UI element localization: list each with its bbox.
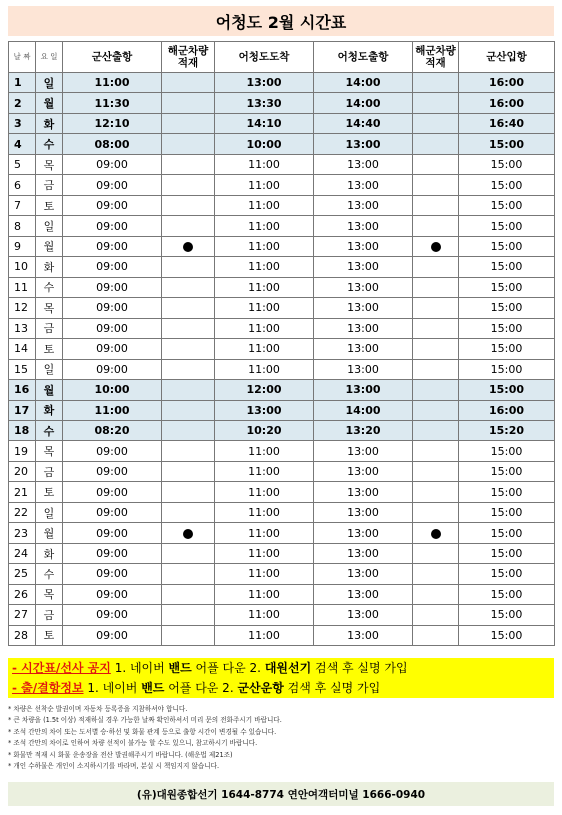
gunsan-arrive-cell: 15:00 <box>459 461 555 481</box>
vehicle-load-1-cell <box>162 584 215 604</box>
eocheong-depart-cell: 13:00 <box>314 298 413 318</box>
vehicle-load-2-cell <box>413 277 459 297</box>
notes-list <box>8 704 554 772</box>
vehicle-load-1-cell <box>162 564 215 584</box>
date-cell: 3 <box>9 113 36 133</box>
vehicle-load-1-cell <box>162 482 215 502</box>
gunsan-arrive-cell: 15:00 <box>459 625 555 645</box>
gunsan-depart-cell: 09:00 <box>63 482 162 502</box>
date-cell: 1 <box>9 73 36 93</box>
note-item: * 화물만 적재 시 화물 운송장을 전산 발권해주시기 바랍니다. (해운법 제21조) <box>8 750 233 759</box>
header-row <box>9 42 555 73</box>
notice-bold: 군산운항 <box>237 681 284 695</box>
gunsan-depart-cell: 09:00 <box>63 441 162 461</box>
gunsan-arrive-cell: 15:00 <box>459 318 555 338</box>
date-cell: 13 <box>9 318 36 338</box>
weekday-cell: 목 <box>36 441 63 461</box>
eocheong-arrive-cell: 11:00 <box>215 154 314 174</box>
gunsan-arrive-cell: 15:00 <box>459 380 555 400</box>
eocheong-depart-cell: 13:00 <box>314 584 413 604</box>
eocheong-depart-cell: 13:00 <box>314 318 413 338</box>
vehicle-load-2-cell <box>413 564 459 584</box>
contact-footer: (유)대원종합선기 1644-8774 연안여객터미널 1666-0940 <box>8 782 554 806</box>
vehicle-load-2-cell <box>413 93 459 113</box>
weekday-cell: 화 <box>36 257 63 277</box>
gunsan-depart-cell: 09:00 <box>63 236 162 256</box>
weekday-cell: 일 <box>36 359 63 379</box>
vehicle-load-1-cell <box>162 523 215 543</box>
date-cell: 18 <box>9 420 36 440</box>
eocheong-depart-cell: 13:00 <box>314 216 413 236</box>
eocheong-depart-cell: 13:00 <box>314 277 413 297</box>
vehicle-load-2-cell <box>413 584 459 604</box>
vehicle-load-2-cell <box>413 461 459 481</box>
eocheong-arrive-cell: 11:00 <box>215 564 314 584</box>
eocheong-arrive-cell: 11:00 <box>215 461 314 481</box>
weekday-cell: 화 <box>36 543 63 563</box>
gunsan-arrive-cell: 15:00 <box>459 154 555 174</box>
notice-text: 검색 후 실명 가입 <box>283 681 381 695</box>
vehicle-load-2-cell <box>413 625 459 645</box>
vehicle-load-2-cell <box>413 400 459 420</box>
gunsan-arrive-cell: 15:00 <box>459 584 555 604</box>
date-cell: 5 <box>9 154 36 174</box>
gunsan-depart-cell: 09:00 <box>63 584 162 604</box>
gunsan-arrive-cell: 16:40 <box>459 113 555 133</box>
table-row <box>9 195 555 215</box>
vehicle-load-1-cell <box>162 420 215 440</box>
table-row <box>9 175 555 195</box>
weekday-cell: 토 <box>36 482 63 502</box>
eocheong-depart-cell: 14:00 <box>314 400 413 420</box>
vehicle-load-2-cell <box>413 154 459 174</box>
table-row <box>9 339 555 359</box>
eocheong-depart-cell: 13:00 <box>314 380 413 400</box>
eocheong-arrive-cell: 11:00 <box>215 359 314 379</box>
gunsan-arrive-cell: 15:00 <box>459 605 555 625</box>
date-cell: 10 <box>9 257 36 277</box>
eocheong-depart-cell: 13:00 <box>314 564 413 584</box>
table-row <box>9 523 555 543</box>
date-cell: 15 <box>9 359 36 379</box>
gunsan-depart-cell: 09:00 <box>63 277 162 297</box>
table-row <box>9 543 555 563</box>
vehicle-load-2-cell <box>413 236 459 256</box>
eocheong-depart-cell: 13:20 <box>314 420 413 440</box>
vehicle-load-2-cell <box>413 605 459 625</box>
eocheong-arrive-cell: 11:00 <box>215 441 314 461</box>
gunsan-arrive-cell: 16:00 <box>459 400 555 420</box>
eocheong-depart-cell: 13:00 <box>314 482 413 502</box>
weekday-cell: 수 <box>36 134 63 154</box>
header-weekday: 요 일 <box>36 42 63 73</box>
date-cell: 6 <box>9 175 36 195</box>
table-row <box>9 625 555 645</box>
notice-text: 1. 네이버 <box>83 681 142 695</box>
eocheong-depart-cell: 13:00 <box>314 359 413 379</box>
table-row <box>9 73 555 93</box>
gunsan-arrive-cell: 15:00 <box>459 175 555 195</box>
eocheong-arrive-cell: 13:00 <box>215 73 314 93</box>
note-item: * 조석 간만의 차이로 인하여 차량 선적이 불가능 할 수도 있으니, 참고하시기 바랍니다. <box>8 739 258 748</box>
vehicle-load-2-cell <box>413 380 459 400</box>
eocheong-arrive-cell: 11:00 <box>215 318 314 338</box>
date-cell: 2 <box>9 93 36 113</box>
eocheong-arrive-cell: 11:00 <box>215 584 314 604</box>
date-cell: 23 <box>9 523 36 543</box>
weekday-cell: 금 <box>36 461 63 481</box>
eocheong-depart-cell: 13:00 <box>314 154 413 174</box>
vehicle-load-2-cell <box>413 175 459 195</box>
notice-text: 검색 후 실명 가입 <box>311 661 408 675</box>
header-gunsan-depart: 군산출항 <box>63 42 162 73</box>
vehicle-load-1-cell <box>162 277 215 297</box>
weekday-cell: 목 <box>36 298 63 318</box>
vehicle-load-1-cell <box>162 461 215 481</box>
eocheong-depart-cell: 13:00 <box>314 625 413 645</box>
table-row <box>9 400 555 420</box>
date-cell: 17 <box>9 400 36 420</box>
notice-box <box>8 658 554 698</box>
eocheong-depart-cell: 14:40 <box>314 113 413 133</box>
notice-text: 1. 네이버 <box>110 661 169 675</box>
gunsan-arrive-cell: 16:00 <box>459 73 555 93</box>
header-date: 날 짜 <box>9 42 36 73</box>
eocheong-arrive-cell: 13:30 <box>215 93 314 113</box>
weekday-cell: 월 <box>36 93 63 113</box>
eocheong-arrive-cell: 10:20 <box>215 420 314 440</box>
gunsan-depart-cell: 11:00 <box>63 73 162 93</box>
vehicle-load-2-cell <box>413 420 459 440</box>
gunsan-arrive-cell: 15:00 <box>459 502 555 522</box>
weekday-cell: 금 <box>36 605 63 625</box>
gunsan-depart-cell: 09:00 <box>63 175 162 195</box>
weekday-cell: 목 <box>36 154 63 174</box>
date-cell: 27 <box>9 605 36 625</box>
vehicle-load-2-cell <box>413 216 459 236</box>
notice-line-schedule <box>8 658 554 678</box>
vehicle-load-1-cell <box>162 257 215 277</box>
weekday-cell: 토 <box>36 339 63 359</box>
vehicle-load-dot-icon <box>431 529 441 539</box>
gunsan-depart-cell: 08:00 <box>63 134 162 154</box>
vehicle-load-1-cell <box>162 113 215 133</box>
weekday-cell: 목 <box>36 584 63 604</box>
gunsan-arrive-cell: 15:00 <box>459 523 555 543</box>
eocheong-arrive-cell: 11:00 <box>215 216 314 236</box>
date-cell: 19 <box>9 441 36 461</box>
vehicle-load-1-cell <box>162 195 215 215</box>
table-row <box>9 380 555 400</box>
vehicle-load-2-cell <box>413 257 459 277</box>
vehicle-load-1-cell <box>162 625 215 645</box>
date-cell: 22 <box>9 502 36 522</box>
eocheong-depart-cell: 13:00 <box>314 195 413 215</box>
table-row <box>9 277 555 297</box>
weekday-cell: 수 <box>36 277 63 297</box>
vehicle-load-1-cell <box>162 134 215 154</box>
vehicle-load-1-cell <box>162 175 215 195</box>
notice-text: 어플 다운 2. <box>164 681 238 695</box>
table-row <box>9 605 555 625</box>
eocheong-arrive-cell: 14:10 <box>215 113 314 133</box>
table-row <box>9 461 555 481</box>
gunsan-depart-cell: 09:00 <box>63 298 162 318</box>
page-title: 어청도 2월 시간표 <box>8 6 554 36</box>
gunsan-depart-cell: 09:00 <box>63 359 162 379</box>
eocheong-depart-cell: 14:00 <box>314 93 413 113</box>
eocheong-arrive-cell: 10:00 <box>215 134 314 154</box>
gunsan-depart-cell: 09:00 <box>63 605 162 625</box>
vehicle-load-2-cell <box>413 339 459 359</box>
gunsan-arrive-cell: 15:00 <box>459 277 555 297</box>
gunsan-depart-cell: 11:00 <box>63 400 162 420</box>
gunsan-depart-cell: 09:00 <box>63 543 162 563</box>
gunsan-arrive-cell: 15:00 <box>459 482 555 502</box>
date-cell: 12 <box>9 298 36 318</box>
gunsan-depart-cell: 09:00 <box>63 216 162 236</box>
vehicle-load-1-cell <box>162 318 215 338</box>
header-vehicle-load-2: 해군차량 적재 <box>413 42 459 73</box>
weekday-cell: 월 <box>36 380 63 400</box>
notice-label-schedule: - 시간표/선사 공지 <box>12 661 111 675</box>
gunsan-arrive-cell: 15:00 <box>459 359 555 379</box>
vehicle-load-1-cell <box>162 154 215 174</box>
eocheong-arrive-cell: 11:00 <box>215 605 314 625</box>
eocheong-depart-cell: 13:00 <box>314 502 413 522</box>
table-row <box>9 482 555 502</box>
table-row <box>9 318 555 338</box>
vehicle-load-dot-icon <box>183 529 193 539</box>
gunsan-arrive-cell: 15:20 <box>459 420 555 440</box>
eocheong-arrive-cell: 11:00 <box>215 195 314 215</box>
vehicle-load-2-cell <box>413 523 459 543</box>
eocheong-arrive-cell: 11:00 <box>215 236 314 256</box>
eocheong-depart-cell: 13:00 <box>314 461 413 481</box>
note-item: * 개인 수하물은 개인이 소지하시기를 바라며, 분실 시 책임지지 않습니다. <box>8 762 220 771</box>
eocheong-arrive-cell: 11:00 <box>215 482 314 502</box>
table-row <box>9 134 555 154</box>
date-cell: 14 <box>9 339 36 359</box>
eocheong-depart-cell: 13:00 <box>314 339 413 359</box>
table-row <box>9 236 555 256</box>
gunsan-depart-cell: 09:00 <box>63 564 162 584</box>
date-cell: 26 <box>9 584 36 604</box>
gunsan-depart-cell: 09:00 <box>63 154 162 174</box>
header-eocheong-arrive: 어청도도착 <box>215 42 314 73</box>
table-row <box>9 93 555 113</box>
gunsan-depart-cell: 08:20 <box>63 420 162 440</box>
gunsan-depart-cell: 09:00 <box>63 257 162 277</box>
eocheong-depart-cell: 13:00 <box>314 236 413 256</box>
vehicle-load-1-cell <box>162 236 215 256</box>
gunsan-depart-cell: 10:00 <box>63 380 162 400</box>
notice-label-operation: - 출/결항정보 <box>12 681 84 695</box>
weekday-cell: 일 <box>36 216 63 236</box>
table-row <box>9 420 555 440</box>
eocheong-depart-cell: 13:00 <box>314 134 413 154</box>
gunsan-arrive-cell: 15:00 <box>459 236 555 256</box>
date-cell: 28 <box>9 625 36 645</box>
gunsan-depart-cell: 09:00 <box>63 461 162 481</box>
weekday-cell: 화 <box>36 113 63 133</box>
table-row <box>9 502 555 522</box>
vehicle-load-2-cell <box>413 359 459 379</box>
notice-text: 어플 다운 2. <box>191 661 265 675</box>
vehicle-load-2-cell <box>413 73 459 93</box>
vehicle-load-1-cell <box>162 605 215 625</box>
eocheong-depart-cell: 14:00 <box>314 73 413 93</box>
weekday-cell: 월 <box>36 523 63 543</box>
table-row <box>9 584 555 604</box>
vehicle-load-2-cell <box>413 502 459 522</box>
date-cell: 24 <box>9 543 36 563</box>
gunsan-depart-cell: 09:00 <box>63 318 162 338</box>
weekday-cell: 금 <box>36 175 63 195</box>
eocheong-arrive-cell: 13:00 <box>215 400 314 420</box>
vehicle-load-dot-icon <box>431 242 441 252</box>
notice-bold: 밴드 <box>141 681 165 695</box>
eocheong-depart-cell: 13:00 <box>314 523 413 543</box>
date-cell: 7 <box>9 195 36 215</box>
eocheong-arrive-cell: 11:00 <box>215 257 314 277</box>
eocheong-arrive-cell: 11:00 <box>215 502 314 522</box>
eocheong-arrive-cell: 11:00 <box>215 277 314 297</box>
note-item: * 큰 차량을 (1.5t 이상) 적재하실 경우 가능한 날짜 확인하셔서 미리 문의 전화주시기 바랍니다. <box>8 716 282 725</box>
date-cell: 9 <box>9 236 36 256</box>
table-row <box>9 113 555 133</box>
gunsan-arrive-cell: 15:00 <box>459 298 555 318</box>
table-row <box>9 564 555 584</box>
gunsan-depart-cell: 09:00 <box>63 195 162 215</box>
note-item: * 조석 간만의 차이 또는 도서별 승·하선 및 화물 관계 등으로 출항 시간이 변경될 수 있습니다. <box>8 727 277 736</box>
gunsan-depart-cell: 12:10 <box>63 113 162 133</box>
eocheong-depart-cell: 13:00 <box>314 257 413 277</box>
vehicle-load-1-cell <box>162 441 215 461</box>
weekday-cell: 금 <box>36 318 63 338</box>
vehicle-load-1-cell <box>162 400 215 420</box>
vehicle-load-1-cell <box>162 543 215 563</box>
vehicle-load-1-cell <box>162 298 215 318</box>
eocheong-arrive-cell: 11:00 <box>215 339 314 359</box>
eocheong-arrive-cell: 12:00 <box>215 380 314 400</box>
table-row <box>9 154 555 174</box>
vehicle-load-1-cell <box>162 380 215 400</box>
table-row <box>9 441 555 461</box>
gunsan-arrive-cell: 15:00 <box>459 134 555 154</box>
vehicle-load-1-cell <box>162 216 215 236</box>
gunsan-arrive-cell: 15:00 <box>459 543 555 563</box>
weekday-cell: 일 <box>36 502 63 522</box>
weekday-cell: 수 <box>36 420 63 440</box>
header-gunsan-arrive: 군산입항 <box>459 42 555 73</box>
gunsan-depart-cell: 11:30 <box>63 93 162 113</box>
vehicle-load-2-cell <box>413 298 459 318</box>
table-row <box>9 257 555 277</box>
table-row <box>9 359 555 379</box>
vehicle-load-1-cell <box>162 359 215 379</box>
vehicle-load-2-cell <box>413 482 459 502</box>
gunsan-arrive-cell: 15:00 <box>459 564 555 584</box>
gunsan-arrive-cell: 15:00 <box>459 339 555 359</box>
gunsan-arrive-cell: 15:00 <box>459 441 555 461</box>
date-cell: 16 <box>9 380 36 400</box>
vehicle-load-2-cell <box>413 543 459 563</box>
eocheong-arrive-cell: 11:00 <box>215 175 314 195</box>
notice-bold: 밴드 <box>168 661 192 675</box>
date-cell: 20 <box>9 461 36 481</box>
eocheong-arrive-cell: 11:00 <box>215 543 314 563</box>
gunsan-arrive-cell: 15:00 <box>459 195 555 215</box>
vehicle-load-1-cell <box>162 73 215 93</box>
vehicle-load-dot-icon <box>183 242 193 252</box>
eocheong-depart-cell: 13:00 <box>314 175 413 195</box>
vehicle-load-2-cell <box>413 318 459 338</box>
gunsan-depart-cell: 09:00 <box>63 339 162 359</box>
date-cell: 21 <box>9 482 36 502</box>
weekday-cell: 일 <box>36 73 63 93</box>
vehicle-load-1-cell <box>162 93 215 113</box>
date-cell: 11 <box>9 277 36 297</box>
gunsan-depart-cell: 09:00 <box>63 502 162 522</box>
gunsan-arrive-cell: 16:00 <box>459 93 555 113</box>
weekday-cell: 월 <box>36 236 63 256</box>
gunsan-arrive-cell: 15:00 <box>459 216 555 236</box>
eocheong-arrive-cell: 11:00 <box>215 523 314 543</box>
date-cell: 25 <box>9 564 36 584</box>
weekday-cell: 토 <box>36 195 63 215</box>
eocheong-arrive-cell: 11:00 <box>215 298 314 318</box>
vehicle-load-2-cell <box>413 134 459 154</box>
eocheong-arrive-cell: 11:00 <box>215 625 314 645</box>
header-eocheong-depart: 어청도출항 <box>314 42 413 73</box>
notice-line-operation <box>8 678 554 698</box>
note-item: * 차량은 선착순 발권이며 자동차 등록증을 지참하셔야 합니다. <box>8 705 188 713</box>
date-cell: 8 <box>9 216 36 236</box>
eocheong-depart-cell: 13:00 <box>314 441 413 461</box>
vehicle-load-1-cell <box>162 339 215 359</box>
table-row <box>9 216 555 236</box>
header-vehicle-load-1: 해군차량 적재 <box>162 42 215 73</box>
weekday-cell: 토 <box>36 625 63 645</box>
eocheong-depart-cell: 13:00 <box>314 543 413 563</box>
gunsan-arrive-cell: 15:00 <box>459 257 555 277</box>
eocheong-depart-cell: 13:00 <box>314 605 413 625</box>
gunsan-depart-cell: 09:00 <box>63 625 162 645</box>
weekday-cell: 수 <box>36 564 63 584</box>
table-row <box>9 298 555 318</box>
timetable <box>8 41 555 646</box>
date-cell: 4 <box>9 134 36 154</box>
weekday-cell: 화 <box>36 400 63 420</box>
vehicle-load-2-cell <box>413 113 459 133</box>
gunsan-depart-cell: 09:00 <box>63 523 162 543</box>
vehicle-load-2-cell <box>413 441 459 461</box>
notice-bold: 대원선기 <box>264 661 312 675</box>
vehicle-load-2-cell <box>413 195 459 215</box>
vehicle-load-1-cell <box>162 502 215 522</box>
